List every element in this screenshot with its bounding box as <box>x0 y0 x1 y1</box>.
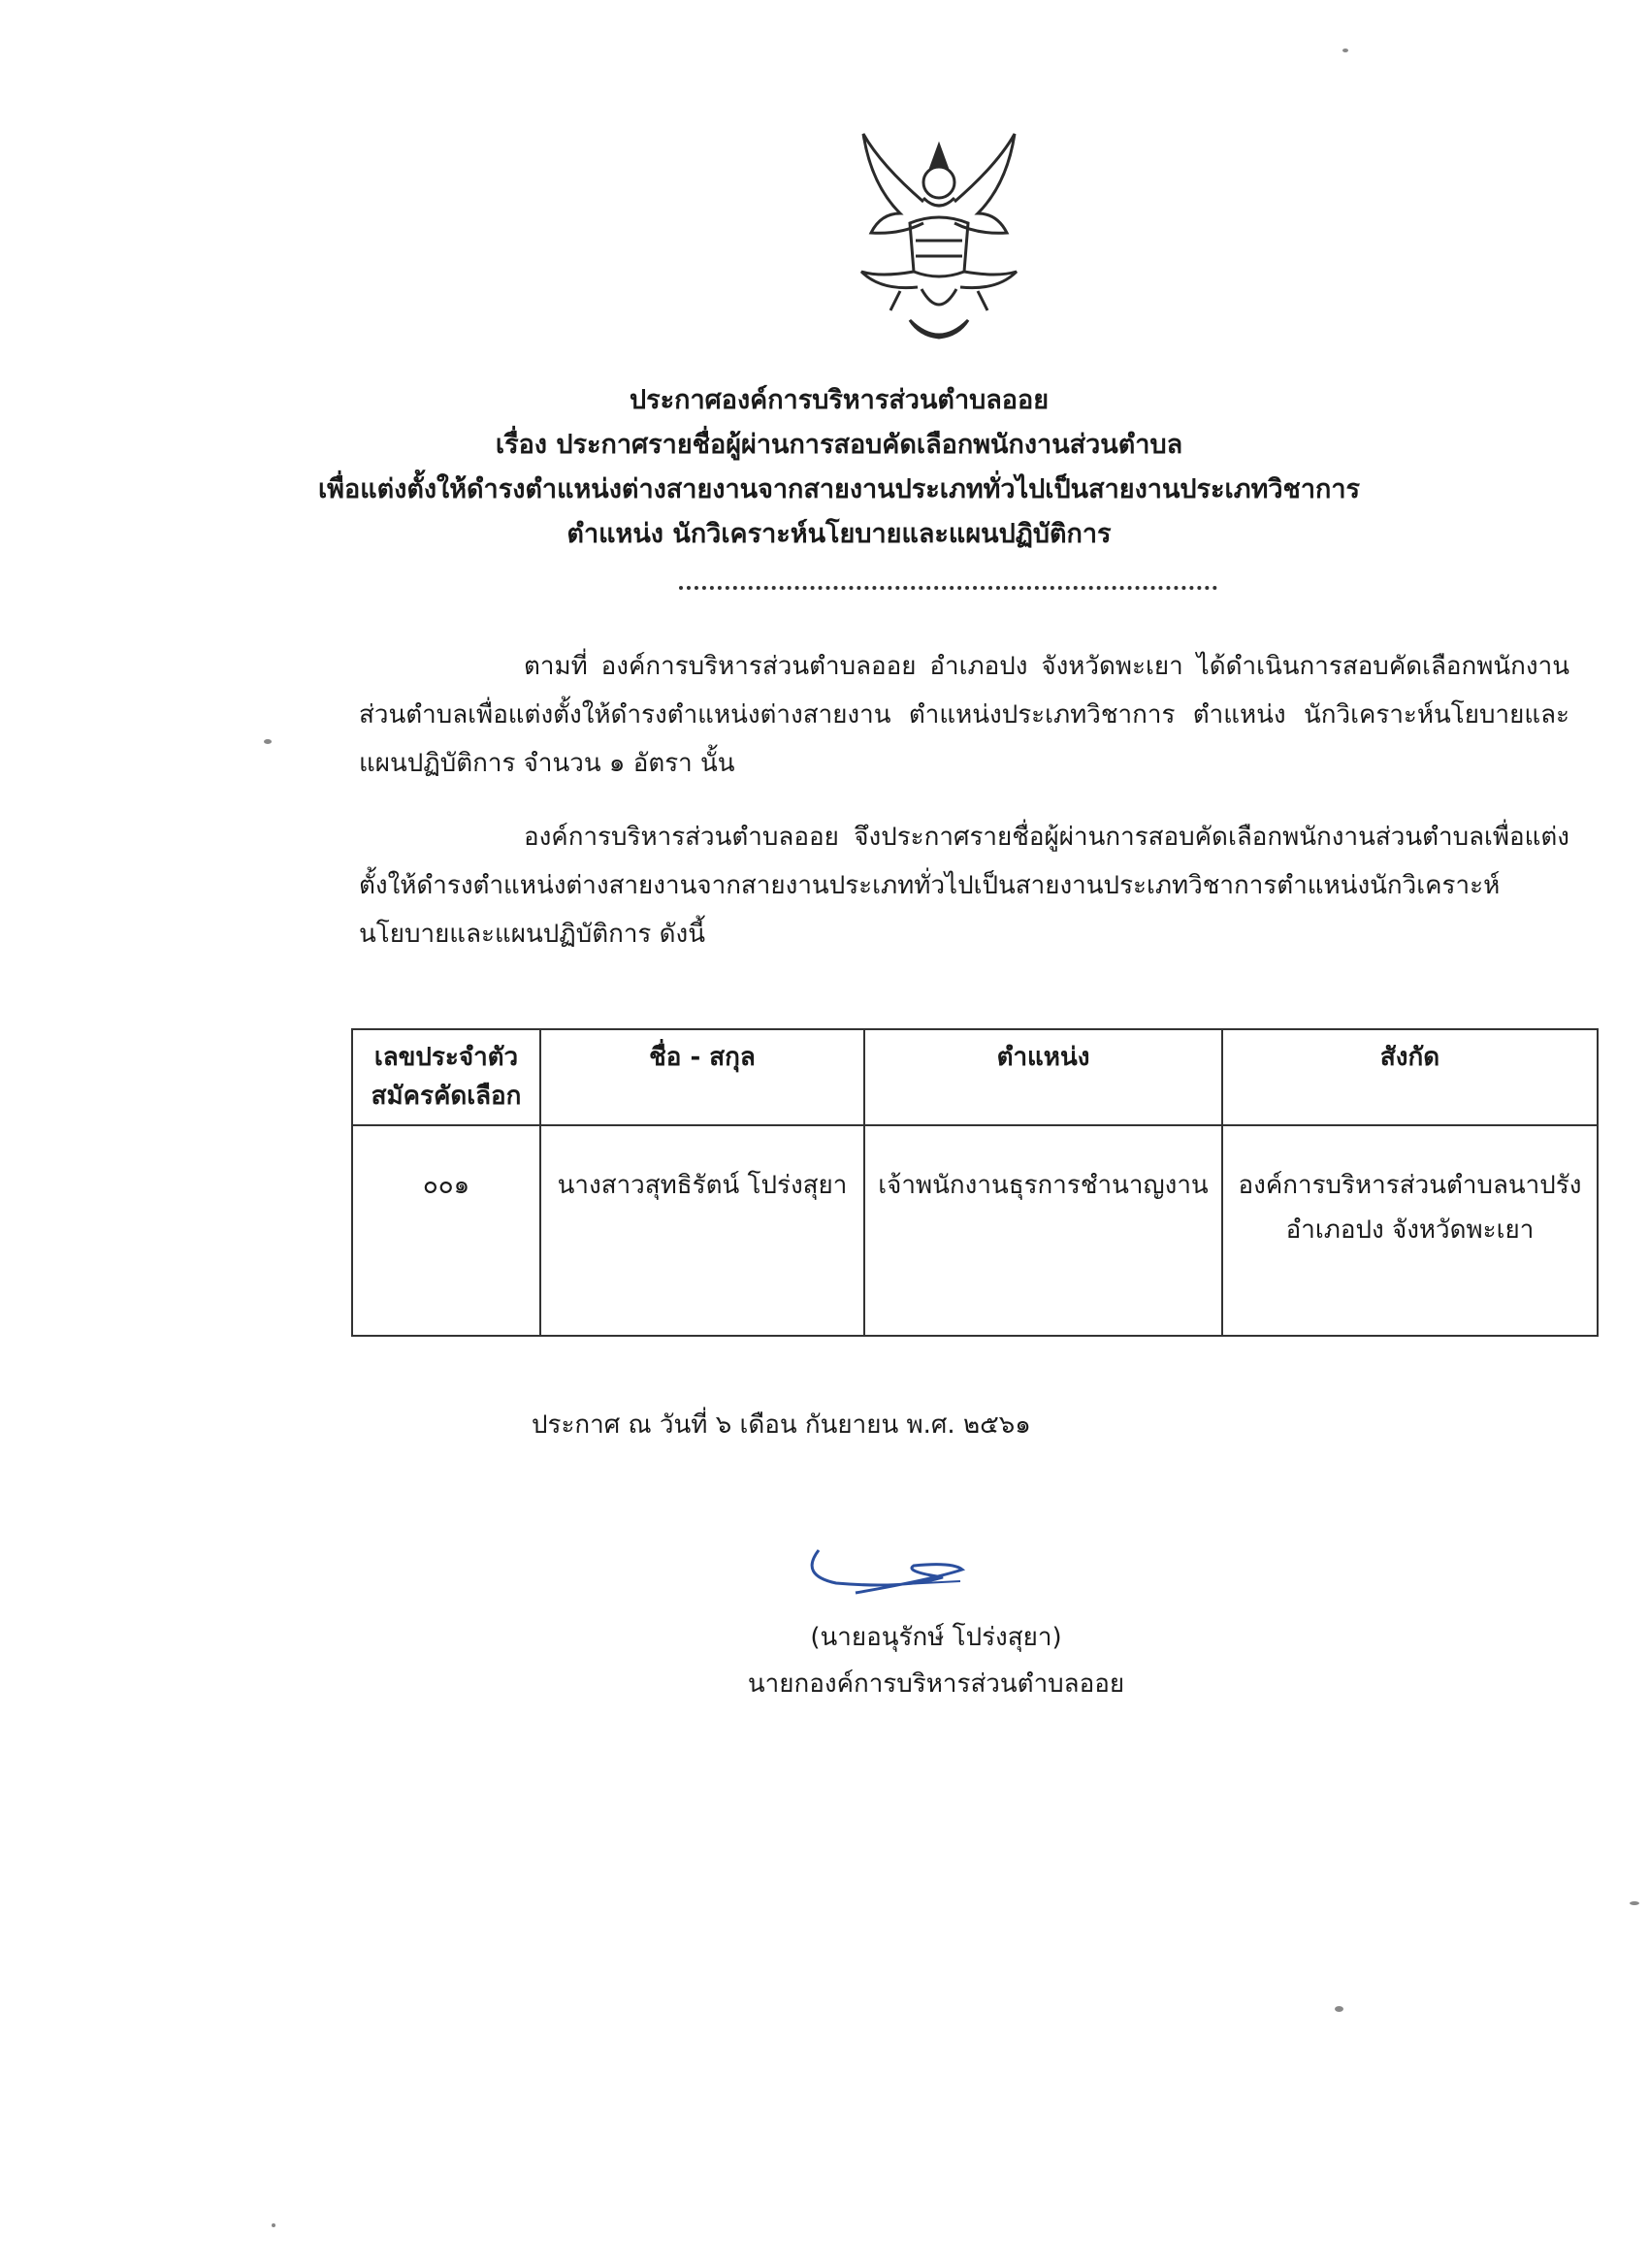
signer-name: (นายอนุรักษ์ โปร่งสุยา) <box>810 1623 1062 1652</box>
dotted-divider <box>679 586 1217 590</box>
scan-speck <box>1342 49 1348 52</box>
cell-position: เจ้าพนักงานธุรการชำนาญงาน <box>864 1125 1222 1336</box>
scan-speck <box>1630 1901 1639 1905</box>
header-id: เลขประจำตัว สมัครคัดเลือก <box>352 1029 540 1125</box>
cell-name: นางสาวสุทธิรัตน์ โปร่งสุยา <box>540 1125 864 1336</box>
heading-line-4: ตำแหน่ง นักวิเคราะห์นโยบายและแผนปฏิบัติการ <box>566 519 1112 549</box>
announcement-heading <box>291 378 1387 557</box>
announcement-date: ประกาศ ณ วันที่ ๖ เดือน กันยายน พ.ศ. ๒๕๖๑ <box>532 1410 1031 1440</box>
cell-affiliation: องค์การบริหารส่วนตำบลนาปรัง อำเภอปง จังหวัดพะเยา <box>1222 1125 1598 1336</box>
paragraph-2-text: องค์การบริหารส่วนตำบลออย จึงประกาศรายชื่อผู้ผ่านการสอบคัดเลือกพนักงานส่วนตำบลเพื่อแต่งตั้งให้ดำรงตำแหน่งต่างสายงานจากสายงานประเภททั่วไปเป็นสายงานประเภทวิชาการตำแหน่งนักวิเคราะห์นโยบายและแผนปฏิบัติการ ดังนี้ <box>359 823 1569 949</box>
candidate-table <box>351 1028 1599 1337</box>
paragraph-1 <box>359 642 1569 788</box>
header-name: ชื่อ - สกุล <box>540 1029 864 1125</box>
scan-speck <box>1335 2006 1343 2012</box>
signer-title: นายกองค์การบริหารส่วนตำบลออย <box>747 1669 1125 1699</box>
scan-speck <box>264 739 272 744</box>
scan-speck <box>272 2223 275 2227</box>
paragraph-1-text: ตามที่ องค์การบริหารส่วนตำบลออย อำเภอปง จังหวัดพะเยา ได้ดำเนินการสอบคัดเลือกพนักงานส่วนตำบลเพื่อแต่งตั้งให้ดำรงตำแหน่งต่างสายงาน ตำแหน่งประเภทวิชาการ ตำแหน่ง นักวิเคราะห์นโยบายและแผนปฏิบัติการ จำนวน ๑ อัตรา นั้น <box>359 652 1569 778</box>
cell-id: ๐๐๑ <box>352 1125 540 1336</box>
heading-line-2: เรื่อง ประกาศรายชื่อผู้ผ่านการสอบคัดเลือกพนักงานส่วนตำบล <box>495 430 1183 460</box>
header-position: ตำแหน่ง <box>864 1029 1222 1125</box>
garuda-emblem-icon <box>842 126 1036 359</box>
heading-line-3: เพื่อแต่งตั้งให้ดำรงตำแหน่งต่างสายงานจากสายงานประเภททั่วไปเป็นสายงานประเภทวิชาการ <box>317 474 1361 504</box>
table-row <box>352 1125 1598 1336</box>
signature-icon <box>797 1537 1040 1604</box>
table-header-row <box>352 1029 1598 1125</box>
heading-line-1: ประกาศองค์การบริหารส่วนตำบลออย <box>629 385 1050 415</box>
header-affiliation: สังกัด <box>1222 1029 1598 1125</box>
signatory-block <box>679 1614 1193 1707</box>
paragraph-2 <box>359 813 1569 958</box>
